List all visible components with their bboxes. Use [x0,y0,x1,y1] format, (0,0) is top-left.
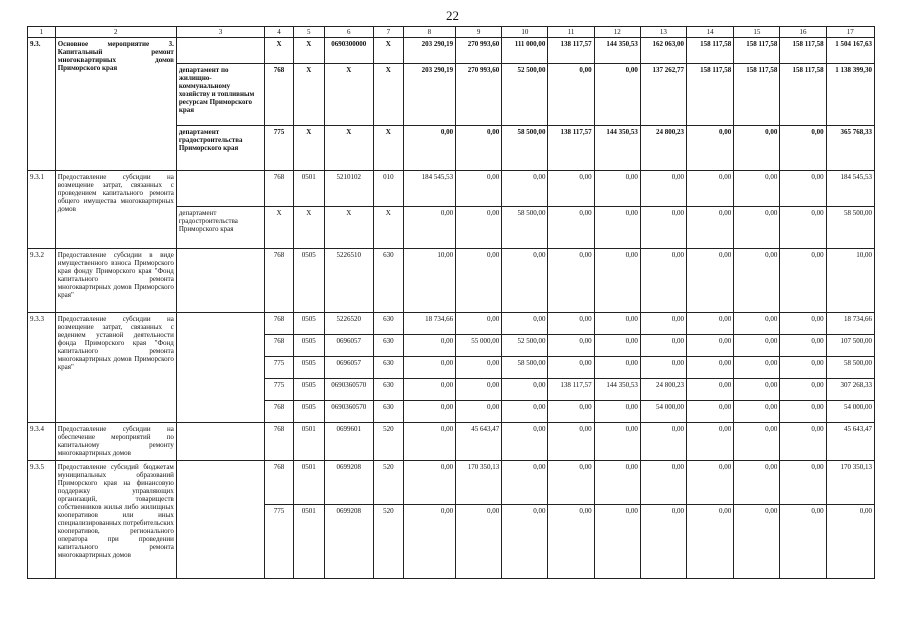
amount-cell: 0,00 [594,313,640,335]
section-code: 0505 [293,401,324,423]
amount-cell: 0,00 [403,379,455,401]
amount-cell: 0,00 [456,505,502,579]
expense-type-code: X [373,126,403,171]
grbs-code: 768 [265,461,294,505]
amount-cell: 58 500,00 [502,207,548,249]
amount-cell: 138 117,57 [548,38,594,64]
amount-cell: 0,00 [640,313,686,335]
amount-cell: 158 117,58 [780,38,826,64]
amount-cell: 0,00 [548,335,594,357]
amount-cell: 0,00 [594,505,640,579]
amount-cell: 184 545,53 [403,171,455,207]
amount-cell: 0,00 [456,126,502,171]
amount-cell: 158 117,58 [687,38,734,64]
amount-cell: 0,00 [403,461,455,505]
header-cell: 7 [373,27,403,38]
amount-cell: 54 000,00 [640,401,686,423]
amount-cell: 158 117,58 [780,64,826,126]
header-cell: 16 [780,27,826,38]
amount-cell: 0,00 [640,505,686,579]
grbs-code: 768 [265,423,294,461]
grbs-code: 775 [265,126,294,171]
total-cell: 107 500,00 [826,335,874,357]
section-code: 0505 [293,379,324,401]
header-cell: 5 [293,27,324,38]
amount-cell: 0,00 [640,335,686,357]
amount-cell: 0,00 [687,461,734,505]
section-code: X [293,207,324,249]
total-cell: 58 500,00 [826,357,874,379]
header-cell: 6 [324,27,373,38]
amount-cell: 0,00 [780,423,826,461]
target-article-code: X [324,126,373,171]
amount-cell: 0,00 [548,249,594,313]
amount-cell: 0,00 [780,126,826,171]
amount-cell: 0,00 [734,461,780,505]
table-row [28,38,875,64]
amount-cell: 0,00 [502,249,548,313]
grbs-code: 775 [265,379,294,401]
amount-cell: 0,00 [594,207,640,249]
item-name: Предоставление субсидий бюджетам муниципальных образований Приморского края на финансовую поддержку управляющих организаций, товариществ собственников жилья либо жилищных кооперативов или иных специализированных потребительских кооперативов, регионального оператора при проведении капитального ремонта многоквартирных домов [55,461,176,579]
item-number: 9.3.2 [28,249,56,313]
amount-cell: 0,00 [548,171,594,207]
target-article-code: 0699208 [324,505,373,579]
executor-cell [176,461,264,579]
amount-cell: 0,00 [640,207,686,249]
target-article-code: X [324,64,373,126]
executor-cell: департамент градостроительства Приморского края [176,126,264,171]
table-row [28,171,875,207]
amount-cell: 0,00 [548,64,594,126]
amount-cell: 10,00 [403,249,455,313]
page-number: 22 [446,8,459,23]
amount-cell: 0,00 [640,171,686,207]
amount-cell: 0,00 [734,401,780,423]
amount-cell: 0,00 [780,207,826,249]
amount-cell: 158 117,58 [687,64,734,126]
amount-cell: 0,00 [548,313,594,335]
header-cell: 10 [502,27,548,38]
expense-type-code: 630 [373,357,403,379]
amount-cell: 0,00 [687,505,734,579]
item-name: Предоставление субсидии в виде имущественного взноса Приморского края фонду Приморского края "Фонд капитального ремонта многоквартирных домов Приморского края" [55,249,176,313]
expense-type-code: 630 [373,249,403,313]
section-code: 0505 [293,249,324,313]
header-cell: 4 [265,27,294,38]
total-cell: 0,00 [826,505,874,579]
header-cell: 2 [55,27,176,38]
section-code: 0505 [293,335,324,357]
executor-cell [176,313,264,423]
amount-cell: 0,00 [734,505,780,579]
amount-cell: 0,00 [548,357,594,379]
amount-cell: 0,00 [403,207,455,249]
target-article-code: 5210102 [324,171,373,207]
amount-cell: 0,00 [548,423,594,461]
amount-cell: 0,00 [640,249,686,313]
expense-type-code: 630 [373,379,403,401]
table-row [28,423,875,461]
amount-cell: 0,00 [780,401,826,423]
amount-cell: 0,00 [502,401,548,423]
amount-cell: 158 117,58 [734,64,780,126]
expense-type-code: 520 [373,423,403,461]
executor-cell [176,38,264,64]
item-number: 9.3.4 [28,423,56,461]
expense-type-code: X [373,64,403,126]
amount-cell: 0,00 [780,313,826,335]
target-article-code: X [324,207,373,249]
expense-type-code: 010 [373,171,403,207]
item-name: Предоставление субсидии на возмещение затрат, связанных с ведением уставной деятельности фонда Приморского края "Фонд капитального ремонта многоквартирных домов Приморского края" [55,313,176,423]
amount-cell: 0,00 [594,461,640,505]
amount-cell: 0,00 [687,379,734,401]
grbs-code: 768 [265,335,294,357]
total-cell: 1 138 399,30 [826,64,874,126]
amount-cell: 144 350,53 [594,379,640,401]
amount-cell: 0,00 [456,379,502,401]
total-cell: 307 268,33 [826,379,874,401]
grbs-code: 775 [265,505,294,579]
target-article-code: 0690360570 [324,379,373,401]
header-cell: 14 [687,27,734,38]
amount-cell: 0,00 [780,379,826,401]
grbs-code: X [265,207,294,249]
total-cell: 18 734,66 [826,313,874,335]
grbs-code: 768 [265,249,294,313]
table-row [28,461,875,505]
grbs-code: X [265,38,294,64]
amount-cell: 0,00 [594,64,640,126]
amount-cell: 0,00 [403,505,455,579]
item-name: Предоставление субсидии на возмещение затрат, связанных с проведением капитального ремонта общего имущества многоквартирных домов [55,171,176,249]
total-cell: 170 350,13 [826,461,874,505]
total-cell: 54 000,00 [826,401,874,423]
total-cell: 45 643,47 [826,423,874,461]
target-article-code: 0699208 [324,461,373,505]
amount-cell: 0,00 [780,461,826,505]
amount-cell: 0,00 [594,357,640,379]
target-article-code: 0696057 [324,357,373,379]
amount-cell: 0,00 [734,249,780,313]
amount-cell: 45 643,47 [456,423,502,461]
header-row [28,27,875,38]
amount-cell: 0,00 [687,126,734,171]
target-article-code: 0696057 [324,335,373,357]
amount-cell: 0,00 [687,249,734,313]
section-code: 0501 [293,423,324,461]
header-cell: 8 [403,27,455,38]
item-name: Предоставление субсидии на обеспечение мероприятий по капитальному ремонту многоквартирных домов [55,423,176,461]
amount-cell: 0,00 [502,171,548,207]
amount-cell: 0,00 [734,357,780,379]
executor-cell [176,171,264,207]
amount-cell: 111 000,00 [502,38,548,64]
amount-cell: 0,00 [594,171,640,207]
amount-cell: 0,00 [456,207,502,249]
expense-type-code: 630 [373,401,403,423]
amount-cell: 0,00 [548,401,594,423]
amount-cell: 24 800,23 [640,379,686,401]
amount-cell: 0,00 [687,207,734,249]
grbs-code: 768 [265,64,294,126]
total-cell: 365 768,33 [826,126,874,171]
amount-cell: 0,00 [456,313,502,335]
amount-cell: 0,00 [403,357,455,379]
header-cell: 9 [456,27,502,38]
header-cell: 3 [176,27,264,38]
amount-cell: 0,00 [403,423,455,461]
amount-cell: 162 063,00 [640,38,686,64]
amount-cell: 0,00 [734,423,780,461]
amount-cell: 0,00 [780,357,826,379]
amount-cell: 158 117,58 [734,38,780,64]
expense-type-code: 630 [373,313,403,335]
amount-cell: 0,00 [687,313,734,335]
amount-cell: 203 290,19 [403,38,455,64]
section-code: 0501 [293,171,324,207]
section-code: X [293,126,324,171]
expense-type-code: 520 [373,505,403,579]
amount-cell: 0,00 [456,249,502,313]
section-code: 0501 [293,461,324,505]
executor-cell: департамент градостроительства Приморского края [176,207,264,249]
amount-cell: 0,00 [780,505,826,579]
item-number: 9.3.1 [28,171,56,249]
section-code: 0505 [293,313,324,335]
amount-cell: 0,00 [594,423,640,461]
grbs-code: 775 [265,357,294,379]
executor-cell: департамент по жилищно-коммунальному хозяйству и топливным ресурсам Приморского края [176,64,264,126]
section-code: 0501 [293,505,324,579]
total-cell: 184 545,53 [826,171,874,207]
section-code: X [293,64,324,126]
amount-cell: 0,00 [734,379,780,401]
amount-cell: 0,00 [502,461,548,505]
expense-type-code: X [373,207,403,249]
amount-cell: 52 500,00 [502,335,548,357]
amount-cell: 0,00 [502,423,548,461]
section-code: X [293,38,324,64]
amount-cell: 52 500,00 [502,64,548,126]
amount-cell: 0,00 [403,126,455,171]
header-cell: 15 [734,27,780,38]
header-cell: 1 [28,27,56,38]
target-article-code: 0690360570 [324,401,373,423]
grbs-code: 768 [265,171,294,207]
amount-cell: 0,00 [687,335,734,357]
amount-cell: 203 290,19 [403,64,455,126]
target-article-code: 0690300000 [324,38,373,64]
header-cell: 17 [826,27,874,38]
amount-cell: 270 993,60 [456,38,502,64]
executor-cell [176,423,264,461]
expense-type-code: 520 [373,461,403,505]
amount-cell: 0,00 [780,249,826,313]
item-name: Основное мероприятие 3. Капитальный ремонт многоквартирных домов Приморского края [55,38,176,171]
amount-cell: 144 350,53 [594,126,640,171]
table-row [28,249,875,313]
amount-cell: 0,00 [734,207,780,249]
total-cell: 10,00 [826,249,874,313]
header-cell: 13 [640,27,686,38]
amount-cell: 0,00 [687,171,734,207]
table-row [28,313,875,335]
amount-cell: 170 350,13 [456,461,502,505]
amount-cell: 0,00 [734,171,780,207]
amount-cell: 0,00 [502,505,548,579]
amount-cell: 55 000,00 [456,335,502,357]
amount-cell: 0,00 [594,249,640,313]
expense-type-code: X [373,38,403,64]
expense-type-code: 630 [373,335,403,357]
item-number: 9.3.3 [28,313,56,423]
budget-table [27,26,875,579]
item-number: 9.3.5 [28,461,56,579]
target-article-code: 5226520 [324,313,373,335]
amount-cell: 0,00 [640,461,686,505]
amount-cell: 0,00 [403,401,455,423]
amount-cell: 0,00 [640,357,686,379]
amount-cell: 18 734,66 [403,313,455,335]
amount-cell: 0,00 [640,423,686,461]
target-article-code: 0699601 [324,423,373,461]
amount-cell: 0,00 [780,171,826,207]
item-number: 9.3. [28,38,56,171]
amount-cell: 0,00 [594,335,640,357]
amount-cell: 0,00 [502,379,548,401]
amount-cell: 0,00 [456,171,502,207]
executor-cell [176,249,264,313]
grbs-code: 768 [265,313,294,335]
amount-cell: 0,00 [734,335,780,357]
amount-cell: 0,00 [594,401,640,423]
amount-cell: 138 117,57 [548,379,594,401]
amount-cell: 144 350,53 [594,38,640,64]
amount-cell: 0,00 [456,401,502,423]
header-cell: 12 [594,27,640,38]
amount-cell: 0,00 [734,126,780,171]
target-article-code: 5226510 [324,249,373,313]
amount-cell: 24 800,23 [640,126,686,171]
amount-cell: 0,00 [502,313,548,335]
total-cell: 1 504 167,63 [826,38,874,64]
amount-cell: 0,00 [687,357,734,379]
grbs-code: 768 [265,401,294,423]
amount-cell: 0,00 [548,207,594,249]
amount-cell: 138 117,57 [548,126,594,171]
total-cell: 58 500,00 [826,207,874,249]
amount-cell: 0,00 [734,313,780,335]
amount-cell: 137 262,77 [640,64,686,126]
amount-cell: 0,00 [403,335,455,357]
amount-cell: 0,00 [687,423,734,461]
amount-cell: 58 500,00 [502,357,548,379]
section-code: 0505 [293,357,324,379]
amount-cell: 58 500,00 [502,126,548,171]
amount-cell: 0,00 [548,461,594,505]
amount-cell: 270 993,60 [456,64,502,126]
amount-cell: 0,00 [780,335,826,357]
amount-cell: 0,00 [456,357,502,379]
amount-cell: 0,00 [687,401,734,423]
header-cell: 11 [548,27,594,38]
amount-cell: 0,00 [548,505,594,579]
